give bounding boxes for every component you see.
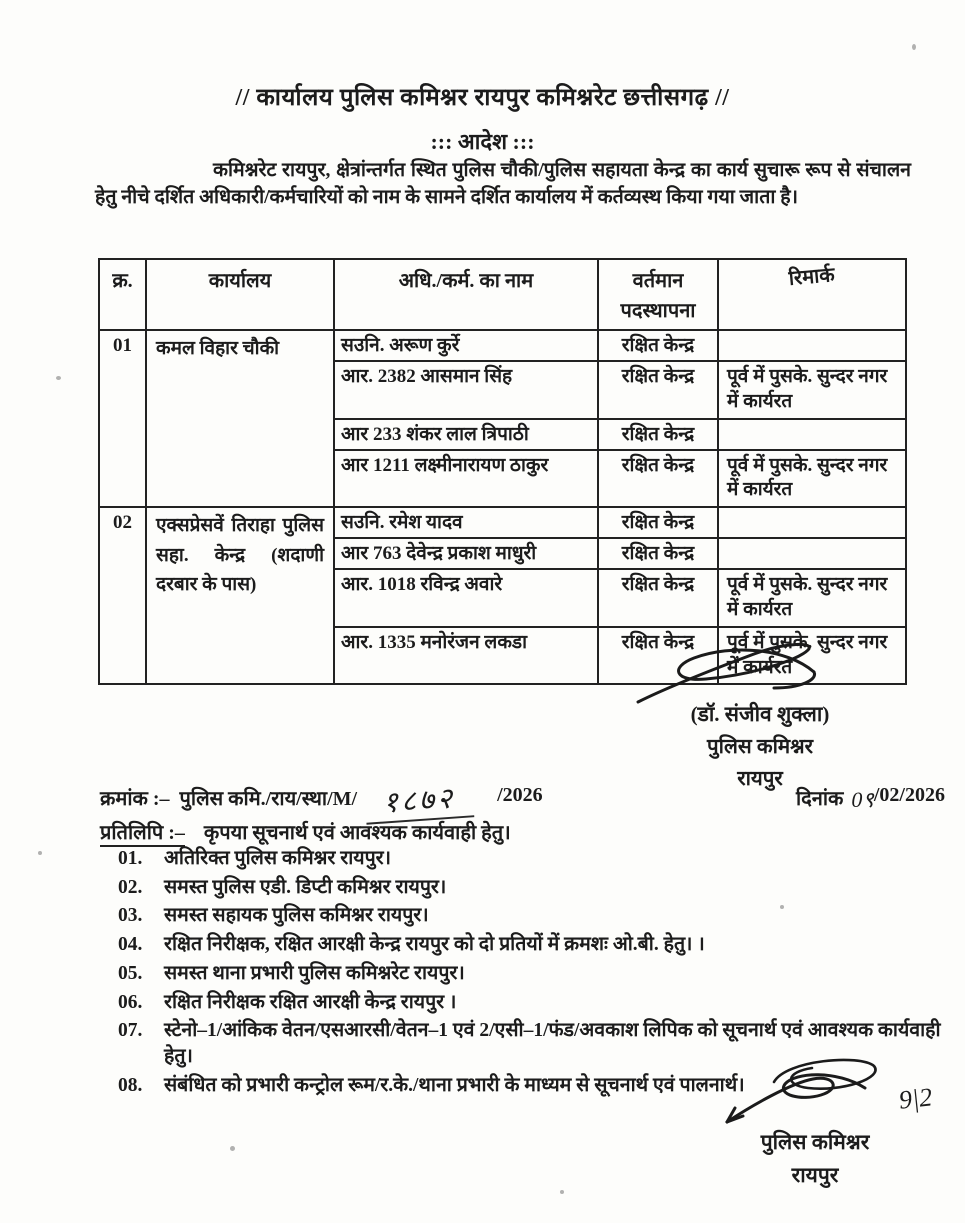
scan-speck	[560, 1190, 564, 1194]
kramank-text: पुलिस कमि./राय/स्था/M/	[179, 788, 358, 810]
footer-designation: पुलिस कमिश्नर	[760, 1130, 870, 1154]
scan-speck	[56, 376, 61, 380]
date-rest: /02/2026	[873, 784, 945, 806]
cell-name: आर. 2382 आसमान सिंह	[334, 361, 598, 418]
item-number: 08.	[118, 1074, 143, 1096]
col-header-posting	[598, 259, 718, 330]
list-item	[118, 846, 958, 872]
cell-remark: पूर्व में पुसके. सुन्दर नगर में कार्यरत	[718, 361, 906, 418]
cell-remark: पूर्व में पुसके. सुन्दर नगर में कार्यरत	[718, 450, 906, 507]
cell-name: आर. 1018 रविन्द्र अवारे	[334, 569, 598, 626]
cell-remark	[718, 538, 906, 569]
item-text: समस्त सहायक पुलिस कमिश्नर रायपुर।	[164, 905, 429, 927]
item-number: 02.	[118, 876, 143, 898]
cell-name: आर 763 देवेन्द्र प्रकाश माधुरी	[334, 538, 598, 569]
item-text: अतिरिक्त पुलिस कमिश्नर रायपुर।	[164, 848, 392, 869]
cell-posting: रक्षित केन्द्र	[598, 538, 718, 569]
group-sno: 01	[99, 330, 146, 507]
cell-name: आर 233 शंकर लाल त्रिपाठी	[334, 419, 598, 450]
order-heading: ::: आदेश :::	[430, 129, 535, 154]
table-row	[99, 507, 906, 538]
cell-name: आर. 1335 मनोरंजन लकडा	[334, 627, 598, 684]
list-item	[118, 932, 958, 958]
item-number: 01.	[118, 848, 143, 869]
list-item	[118, 990, 958, 1016]
cell-remark	[718, 507, 906, 538]
cell-remark: पूर्व में पुसके. सुन्दर नगर में कार्यरत	[718, 627, 906, 684]
cell-name: सउनि. रमेश यादव	[334, 507, 598, 538]
item-number: 04.	[118, 934, 143, 956]
cell-remark	[718, 330, 906, 361]
cell-posting: रक्षित केन्द्र	[598, 450, 718, 507]
item-text: रक्षित निरीक्षक, रक्षित आरक्षी केन्द्र रायपुर को दो प्रतियों में क्रमशः ओ.बी. हेतु। ।	[164, 934, 705, 956]
table-row	[99, 330, 906, 361]
cell-posting: रक्षित केन्द्र	[598, 627, 718, 684]
group-sno: 02	[99, 507, 146, 684]
scan-speck	[780, 905, 784, 909]
list-item	[118, 961, 958, 987]
posting-table	[98, 258, 907, 685]
item-number: 07.	[118, 1020, 143, 1042]
cell-remark: पूर्व में पुसके. सुन्दर नगर में कार्यरत	[718, 569, 906, 626]
signatory-place: रायपुर	[737, 768, 783, 790]
cell-posting: रक्षित केन्द्र	[598, 507, 718, 538]
col-header-posting-label: वर्तमान पदस्थापना	[620, 270, 696, 322]
kramank-number-handwritten: १८७२	[364, 776, 475, 824]
signature-scribble-icon	[715, 1068, 875, 1126]
item-number: 06.	[118, 991, 143, 1013]
signatory-designation: पुलिस कमिश्नर	[706, 736, 814, 758]
cell-remark	[718, 419, 906, 450]
scan-speck	[230, 1146, 235, 1151]
item-text: स्टेनो–1/आंकिक वेतन/एसआरसी/वेतन–1 एवं 2/एसी–1/फंड/अवकाश लिपिक को सूचनार्थ एवं आवश्यक कार्यवाही हेतु।	[164, 1020, 941, 1068]
cell-posting: रक्षित केन्द्र	[598, 569, 718, 626]
kramank-year: /2026	[497, 784, 543, 806]
item-number: 05.	[118, 962, 143, 984]
col-header-sno: क्र.	[99, 259, 146, 330]
footer-signature-area	[690, 1068, 940, 1126]
item-text: समस्त पुलिस एडी. डिप्टी कमिश्नर रायपुर।	[164, 876, 447, 898]
date-handwritten: 0९	[851, 787, 874, 812]
list-item	[118, 903, 958, 929]
group-office: कमल विहार चौकी	[146, 330, 334, 507]
cell-posting: रक्षित केन्द्र	[598, 361, 718, 418]
copies-subtitle: कृपया सूचनार्थ एवं आवश्यक कार्यवाही हेतु।	[203, 822, 511, 844]
group-office: एक्सप्रेसवें तिराहा पुलिस सहा. केन्द्र (शदाणी दरबार के पास)	[146, 507, 334, 684]
document-title: // कार्यालय पुलिस कमिश्नर रायपुर कमिश्नरेट छत्तीसगढ़ //	[235, 85, 730, 111]
col-header-remark	[718, 259, 906, 330]
footer-signatory-block	[690, 1068, 940, 1189]
date-label: दिनांक	[795, 788, 844, 810]
item-number: 03.	[118, 905, 143, 927]
col-header-name: अधि./कर्म. का नाम	[334, 259, 598, 330]
kramank-label: क्रमांक :–	[100, 788, 170, 810]
scan-speck	[912, 44, 916, 50]
intro-paragraph: कमिश्नरेट रायपुर, क्षेत्रांन्तर्गत स्थित पुलिस चौकी/पुलिस सहायता केन्द्र का कार्य सुचारू रूप से संचालन हेतु नीचे दर्शित अधिकारी/कर्मचारियों को नाम के सामने दर्शित कार्यालय में कर्तव्यस्थ किया गया जाता है।	[95, 160, 911, 208]
item-text: संबंधित को प्रभारी कन्ट्रोल रूम/र.के./थाना प्रभारी के माध्यम से सूचनार्थ एवं पालनार्थ।	[164, 1074, 745, 1096]
copies-heading	[100, 818, 945, 845]
cell-name: सउनि. अरूण कुर्रे	[334, 330, 598, 361]
handwritten-date-note: 9|2	[897, 1082, 934, 1115]
signatory-block	[625, 700, 895, 792]
col-header-remark-label: रिमार्क	[787, 264, 836, 290]
signature-scribble-icon	[628, 638, 823, 704]
item-text: रक्षित निरीक्षक रक्षित आरक्षी केन्द्र रायपुर ।	[164, 991, 457, 1013]
cell-name: आर 1211 लक्ष्मीनारायण ठाकुर	[334, 450, 598, 507]
cell-posting: रक्षित केन्द्र	[598, 419, 718, 450]
list-item	[118, 875, 958, 901]
footer-place: रायपुर	[791, 1163, 839, 1187]
col-header-office: कार्यालय	[146, 259, 334, 330]
posting-table-wrapper	[98, 258, 907, 685]
signatory-name: (डॉ. संजीव शुक्ला)	[690, 702, 830, 726]
copies-label: प्रतिलिपि :–	[100, 822, 185, 847]
item-text: समस्त थाना प्रभारी पुलिस कमिश्नरेट रायपुर।	[164, 962, 465, 984]
cell-posting: रक्षित केन्द्र	[598, 330, 718, 361]
scan-speck	[38, 851, 42, 855]
